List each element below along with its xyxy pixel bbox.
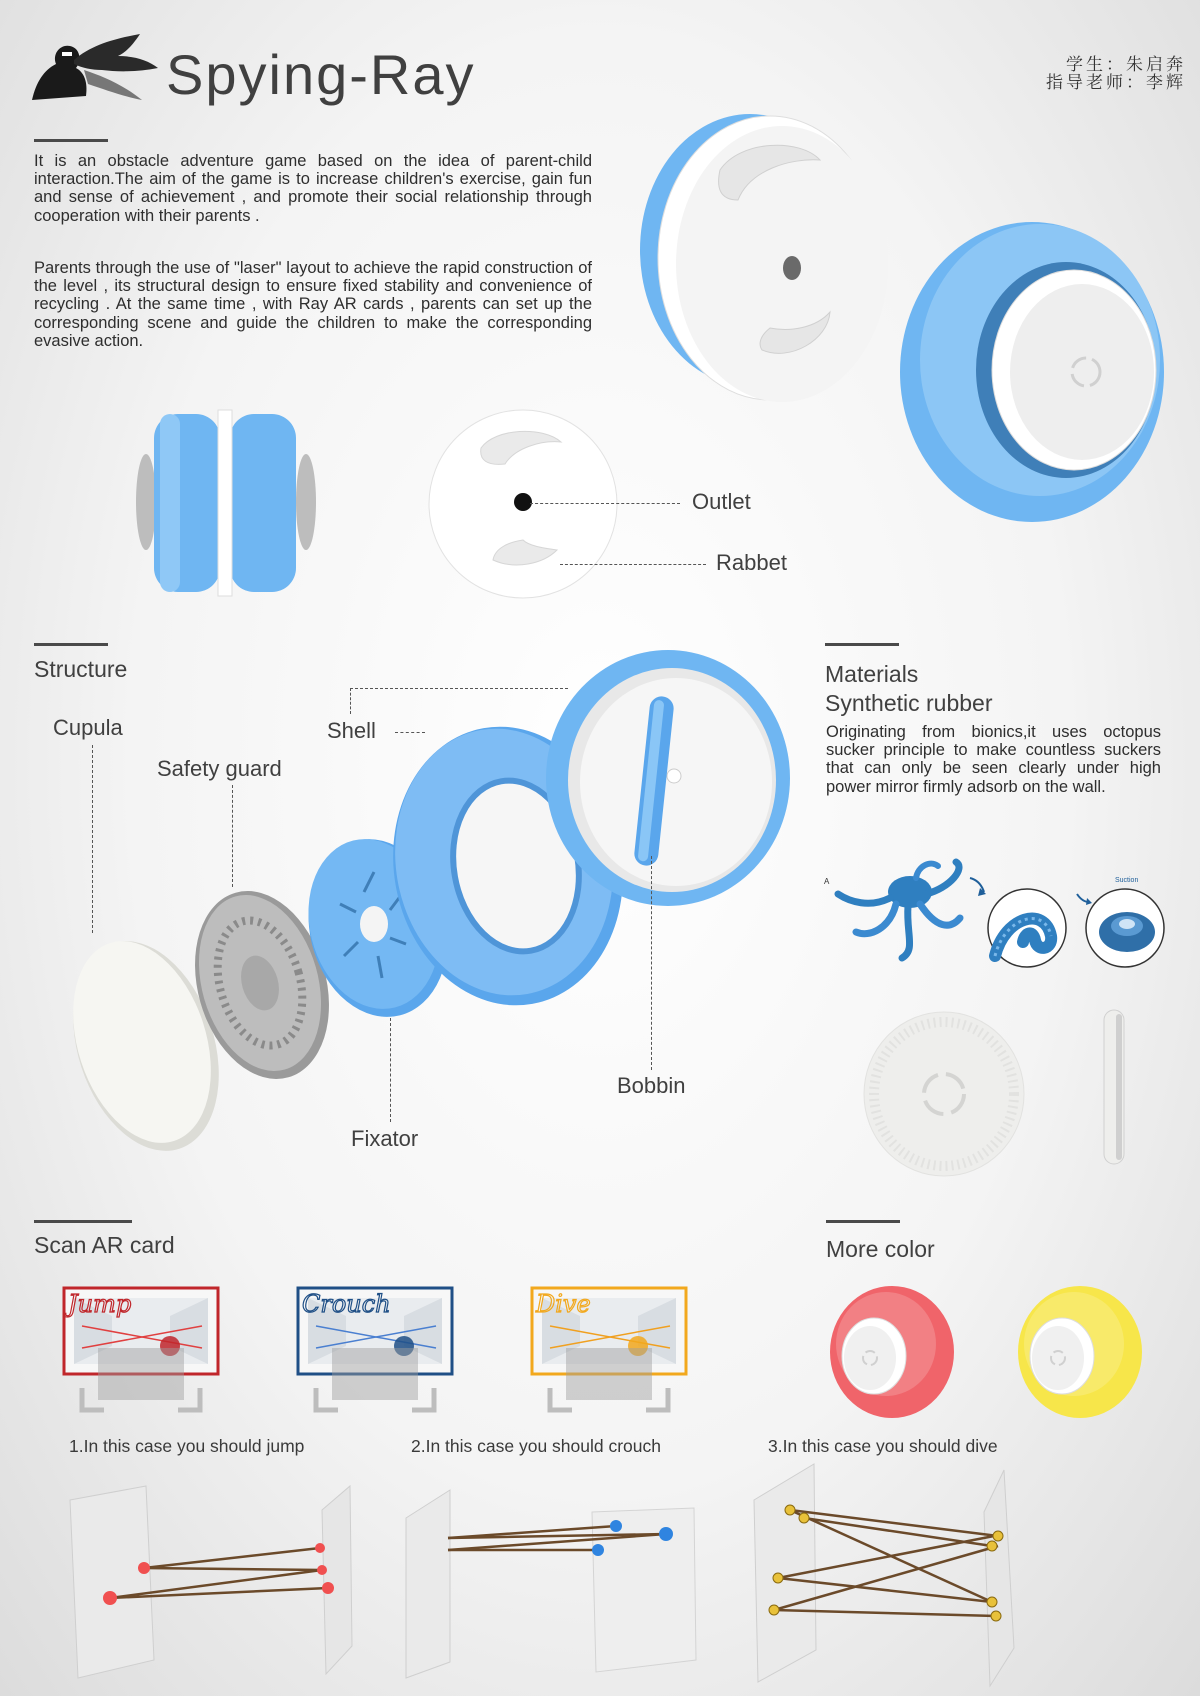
ar-case-caption: 1.In this case you should jump	[69, 1436, 305, 1456]
ar-card-word: Crouch	[302, 1290, 391, 1318]
ar-card-word: Jump	[68, 1290, 132, 1318]
outlet-label: Outlet	[692, 489, 751, 514]
advisor-line: 指导老师：李辉	[1046, 73, 1186, 93]
jump-laser-setup	[66, 1482, 366, 1682]
color-variant-2	[1016, 1284, 1146, 1420]
rabbet-label: Rabbet	[716, 550, 787, 575]
shell-leader-v	[350, 688, 351, 714]
rabbet-leader	[560, 564, 706, 565]
sucker-closeup-figure	[985, 886, 1069, 970]
shell-label: Shell	[327, 718, 376, 743]
structure-rule	[34, 643, 108, 646]
more-color-rule	[826, 1220, 900, 1223]
intro-paragraph-2: Parents through the use of "laser" layout to achieve the rapid construction of the level , its structural design to ensure fixed stability and convenience of recycling . At the same time , with Ray AR cards , parents can set up the corresponding scene and guide the children to make the corresponding evasive action.	[34, 259, 592, 350]
figure-tag-a: A	[824, 877, 830, 886]
product-side-view	[130, 410, 320, 600]
cupula-label: Cupula	[53, 715, 123, 740]
ar-case-caption: 3.In this case you should dive	[768, 1436, 998, 1456]
credits	[1046, 56, 1186, 92]
bobbin-label: Bobbin	[617, 1073, 686, 1098]
ar-case-caption: 2.In this case you should crouch	[411, 1436, 662, 1456]
materials-description: Originating from bionics,it uses octopus sucker principle to make countless suckers that can only be seen clearly under high power mirror firmly adsorb on the wall.	[826, 723, 1161, 796]
shell-cup-part	[538, 646, 798, 926]
ar-card-crouch	[296, 1286, 456, 1416]
bobbin-leader	[651, 856, 652, 1070]
cupula-leader	[92, 745, 93, 933]
ar-card-word: Dive	[536, 1290, 591, 1318]
materials-rule	[825, 643, 899, 646]
shell-leader-h	[350, 688, 568, 689]
materials-heading: Materials	[825, 661, 919, 687]
shell-leader-short	[395, 732, 425, 733]
ar-heading: Scan AR card	[34, 1232, 175, 1258]
intro-paragraph-1: It is an obstacle adventure game based on the idea of parent-child interaction.The aim of the game is to increase children's exercise, gain fun and sense of achievement , and promote their social relationship through cooperation with their parents .	[34, 152, 592, 225]
dive-laser-setup	[748, 1460, 1028, 1690]
crouch-laser-setup	[402, 1482, 702, 1682]
back-plate-detail	[425, 408, 625, 600]
ar-card-jump	[62, 1286, 222, 1416]
safety-guard-leader	[232, 785, 233, 887]
sucker-face-render	[862, 1010, 1028, 1180]
structure-heading: Structure	[34, 656, 128, 682]
page-title: Spying-Ray	[166, 43, 476, 106]
more-color-heading: More color	[826, 1236, 935, 1262]
student-line: 学生：朱启奔	[1066, 55, 1186, 75]
product-front-view	[890, 210, 1190, 540]
materials-subheading: Synthetic rubber	[825, 690, 993, 716]
color-variant-1	[828, 1284, 958, 1420]
intro-rule	[34, 139, 108, 142]
sucker-edge-render	[1102, 1008, 1128, 1166]
fixator-leader	[390, 1018, 391, 1122]
octopus-figure	[820, 858, 990, 968]
spy-mascot-logo	[22, 30, 162, 110]
product-back-view	[620, 100, 900, 410]
fixator-label: Fixator	[351, 1126, 419, 1151]
figure-tag-suction: Suction	[1115, 877, 1139, 884]
outlet-leader	[530, 503, 680, 504]
ar-rule	[34, 1220, 132, 1223]
safety-guard-label: Safety guard	[157, 756, 282, 781]
ar-card-dive	[530, 1286, 690, 1416]
suction-cup-figure	[1085, 878, 1169, 974]
